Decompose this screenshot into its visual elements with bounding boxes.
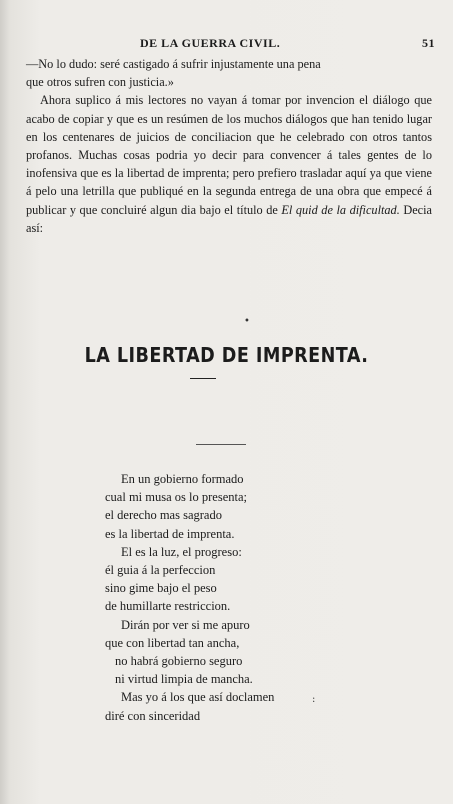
section-divider <box>196 444 246 445</box>
running-title: DE LA GUERRA CIVIL. <box>140 36 281 50</box>
quote-line <box>26 55 432 91</box>
paragraph <box>26 91 432 237</box>
poem <box>105 470 335 725</box>
poem-line: cual mi musa os lo presenta; <box>105 490 247 505</box>
paragraph-text: Ahora suplico á mis lectores no vayan á tomar por invencion el diálogo que acabo de copiar y que es un resúmen de los muchos diálogos que han tenido lugar en los centenares de juicios de conciliacion que he celebrado con otros tantos profanos. Muchas cosas podria yo decir para convencer á tales gentes de lo inofensiva que es la libertad de imprenta; pero prefiero trasladar aquí ya que viene á pelo una letrilla que publiqué en la segunda entrega de una obra que empecé á publicar y que concluiré algun dia bajo el título de <box>26 93 432 217</box>
poem-line: Mas yo á los que así doclamen <box>121 690 275 705</box>
poem-line: El es la luz, el progreso: <box>121 544 242 559</box>
page-number: 51 <box>422 36 435 50</box>
page-header <box>20 36 435 54</box>
poem-line: el derecho mas sagrado <box>105 508 222 523</box>
poem-line: es la libertad de imprenta. <box>105 526 235 541</box>
poem-line: diré con sinceridad <box>105 708 201 723</box>
poem-line: de humillarte restriccion. <box>105 599 231 614</box>
section-title: LA LIBERTAD DE IMPRENTA. <box>84 343 369 367</box>
printer-mark: • <box>244 316 250 327</box>
poem-line: él guia á la perfeccion <box>105 563 216 578</box>
body-text <box>26 55 432 237</box>
paragraph-end: Decia así: <box>26 202 433 235</box>
work-title: El quid de la dificultad. <box>281 202 400 217</box>
poem-line: sino gime bajo el peso <box>105 581 217 596</box>
poem-line: no habrá gobierno seguro <box>115 654 243 669</box>
poem-line: que con libertad tan ancha, <box>105 635 240 650</box>
printer-mark: : <box>312 694 316 705</box>
title-rule <box>190 378 216 379</box>
poem-line: ni virtud limpia de mancha. <box>115 672 253 687</box>
poem-line: En un gobierno formado <box>121 472 244 486</box>
poem-line: Dirán por ver si me apuro <box>121 617 250 632</box>
quote-line-1: —No lo dudo: seré castigado á sufrir injustamente una pena <box>26 57 321 71</box>
quote-line-2: que otros sufren con justicia.» <box>26 75 174 90</box>
